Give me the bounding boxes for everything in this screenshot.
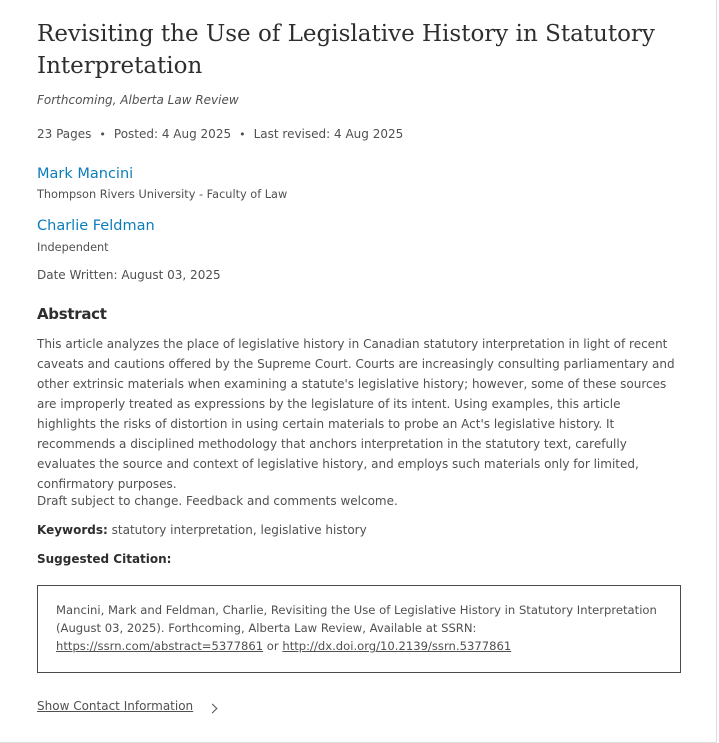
citation-text: Mancini, Mark and Feldman, Charlie, Revisiting the Use of Legislative History in Statutory Interpretation (August 03, 2025). Forthcoming, Alberta Law Review, Available at SSRN: (56, 603, 657, 635)
page-count: 23 Pages (37, 127, 92, 141)
abstract-heading: Abstract (37, 305, 107, 323)
separator-dot: • (239, 128, 246, 141)
suggested-citation-label: Suggested Citation: (37, 552, 172, 566)
abstract-text: This article analyzes the place of legislative history in Canadian statutory interpretation in light of recent caveats and cautions offered by the Supreme Court. Courts are increasingly consulting parliamentary and other extrinsic materials when examining a statute's legislative history; however, some of these sources are improperly treated as expressions by the legislature of its intent. Using examples, this article highlights the risks of distortion in using certain materials to probe an Act's legislative history. It recommends a disciplined methodology that anchors interpretation in the statutory text, carefully evaluates the source and context of legislative history, and employs such materials only for limited, confirmatory purposes. (37, 337, 675, 491)
doi-link[interactable]: http://dx.doi.org/10.2139/ssrn.5377861 (282, 639, 512, 653)
keywords-value: statutory interpretation, legislative history (111, 523, 367, 537)
author-link-feldman[interactable]: Charlie Feldman (37, 218, 155, 234)
draft-note: Draft subject to change. Feedback and comments welcome. (37, 494, 398, 508)
journal-info: Forthcoming, Alberta Law Review (37, 93, 239, 107)
separator-dot: • (99, 128, 106, 141)
ssrn-link[interactable]: https://ssrn.com/abstract=5377861 (56, 639, 264, 653)
author-affiliation: Thompson Rivers University - Faculty of Law (37, 188, 288, 201)
posted-date: Posted: 4 Aug 2025 (113, 127, 232, 141)
author-affiliation: Independent (37, 241, 109, 254)
revised-date: Last revised: 4 Aug 2025 (253, 127, 404, 141)
citation-joiner: or (266, 639, 279, 653)
keywords (37, 523, 367, 537)
keywords-label: Keywords: (37, 523, 108, 537)
show-contact-label: Show Contact Information (37, 699, 194, 713)
chevron-right-icon[interactable] (208, 704, 218, 714)
paper-title: Revisiting the Use of Legislative History in Statutory Interpretation (37, 21, 655, 79)
citation-box (37, 585, 681, 673)
paper-meta (37, 127, 403, 141)
show-contact-link[interactable] (37, 699, 193, 713)
date-written: Date Written: August 03, 2025 (37, 268, 221, 282)
author-link-mancini[interactable]: Mark Mancini (37, 166, 134, 182)
